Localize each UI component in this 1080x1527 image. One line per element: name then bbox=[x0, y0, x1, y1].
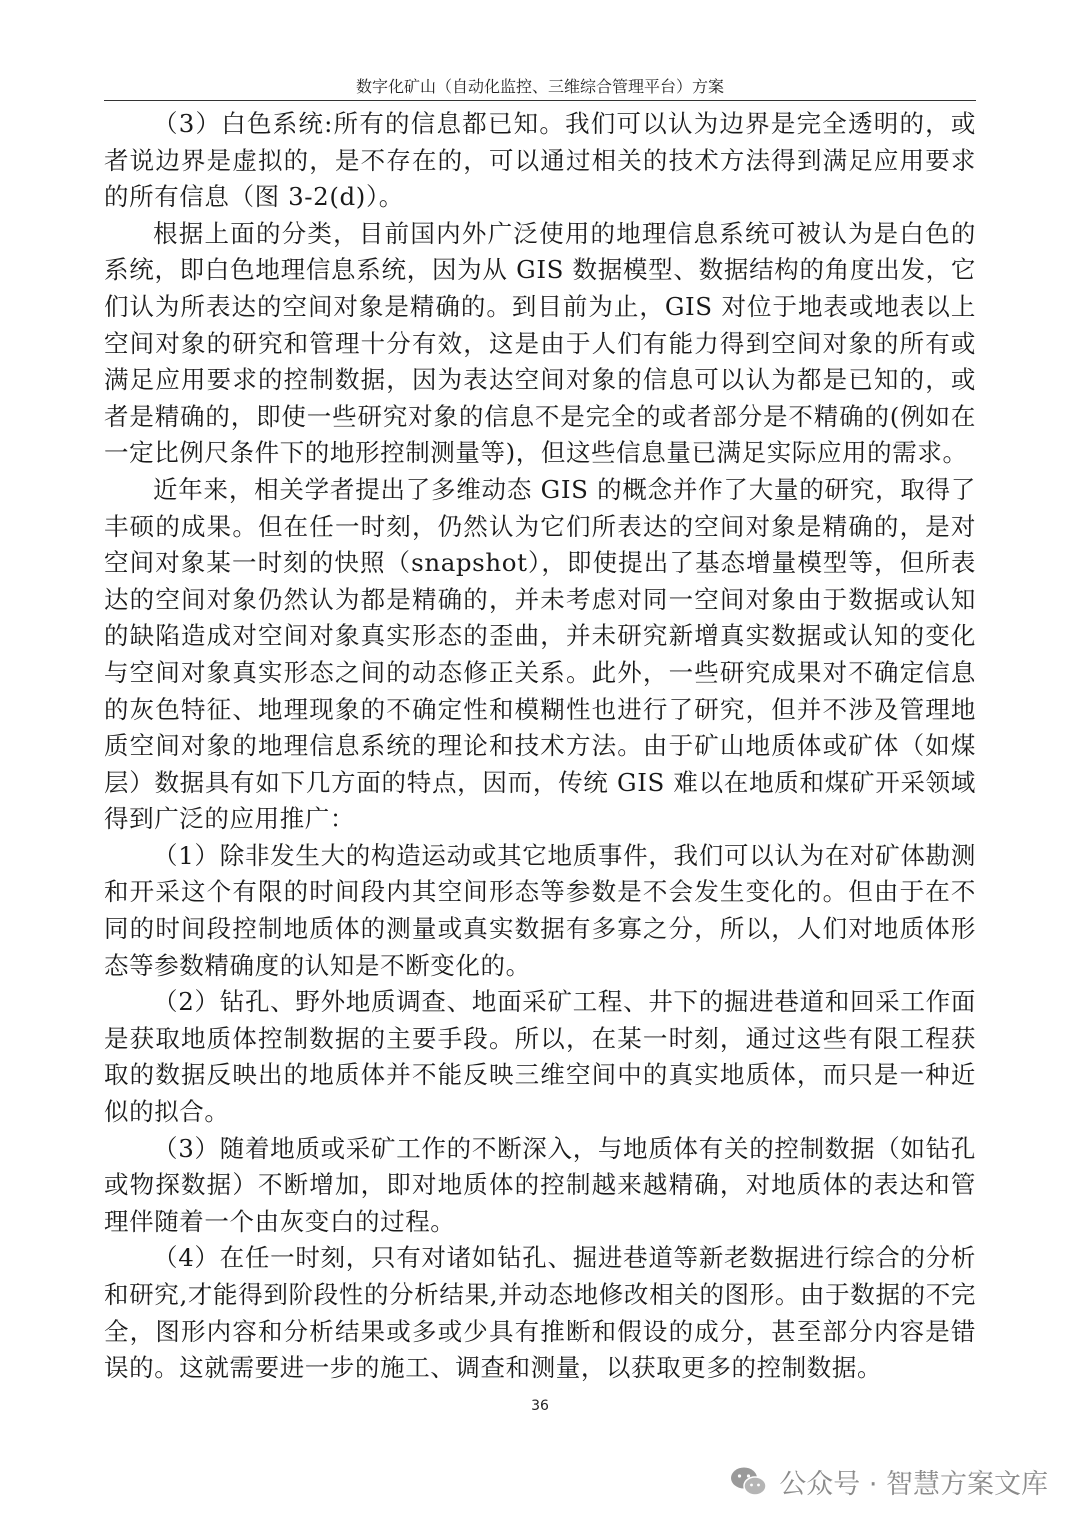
paragraph-point-4: （4）在任一时刻，只有对诸如钻孔、掘进巷道等新老数据进行综合的分析和研究,才能得到阶段性的分析结果,并动态地修改相关的图形。由于数据的不完全，图形内容和分析结果或多或少具有推断和假设的成分，甚至部分内容是错误的。这就需要进一步的施工、调查和测量，以获取更多的控制数据。 bbox=[104, 1243, 976, 1383]
paragraph-point-3: （3）随着地质或采矿工作的不断深入，与地质体有关的控制数据（如钻孔或物探数据）不断增加，即对地质体的控制越来越精确，对地质体的表达和管理伴随着一个由灰变白的过程。 bbox=[104, 1133, 976, 1236]
page-header-title: 数字化矿山（自动化监控、三维综合管理平台）方案 bbox=[355, 77, 724, 96]
document-body bbox=[104, 106, 976, 1387]
watermark-text: 公众号 · 智慧方案文库 bbox=[779, 1469, 1048, 1500]
paragraph-point-1: （1）除非发生大的构造运动或其它地质事件，我们可以认为在对矿体勘测和开采这个有限的时间段内其空间形态等参数是不会发生变化的。但由于在不同的时间段控制地质体的测量或真实数据有多寡之分，所以，人们对地质体形态等参数精确度的认知是不断变化的。 bbox=[104, 840, 976, 980]
paragraph-point-2: （2）钻孔、野外地质调查、地面采矿工程、井下的掘进巷道和回采工作面是获取地质体控制数据的主要手段。所以，在某一时刻，通过这些有限工程获取的数据反映出的地质体并不能反映三维空间中的真实地质体，而只是一种近似的拟合。 bbox=[104, 987, 976, 1127]
watermark bbox=[729, 1462, 1048, 1501]
paragraph-recent-research: 近年来，相关学者提出了多维动态 GIS 的概念并作了大量的研究，取得了丰硕的成果。但在任一时刻，仍然认为它们所表达的空间对象是精确的，是对空间对象某一时刻的快照（snapshot），即使提出了基态增量模型等，但所表达的空间对象仍然认为都是精确的，并未考虑对同一空间对象由于数据或认知的缺陷造成对空间对象真实形态的歪曲，并未研究新增真实数据或认知的变化与空间对象真实形态之间的动态修正关系。此外，一些研究成果对不确定信息的灰色特征、地理现象的不确定性和模糊性也进行了研究，但并不涉及管理地质空间对象的地理信息系统的理论和技术方法。由于矿山地质体或矿体（如煤层）数据具有如下几方面的特点，因而，传统 GIS 难以在地质和煤矿开采领域得到广泛的应用推广： bbox=[104, 474, 976, 834]
paragraph-classification: 根据上面的分类，目前国内外广泛使用的地理信息系统可被认为是白色的系统，即白色地理信息系统，因为从 GIS 数据模型、数据结构的角度出发，它们认为所表达的空间对象是精确的。到目前为止，GIS 对位于地表或地表以上空间对象的研究和管理十分有效，这是由于人们有能力得到空间对象的所有或满足应用要求的控制数据，因为表达空间对象的信息可以认为都是已知的，或者是精确的，即使一些研究对象的信息不是完全的或者部分是不精确的(例如在一定比例尺条件下的地形控制测量等)，但这些信息量已满足实际应用的需求。 bbox=[104, 218, 976, 468]
paragraph-white-system: （3）白色系统:所有的信息都已知。我们可以认为边界是完全透明的，或者说边界是虚拟的，是不存在的，可以通过相关的技术方法得到满足应用要求的所有信息（图 3-2(d)）。 bbox=[104, 109, 976, 212]
wechat-icon bbox=[729, 1465, 769, 1499]
page-number: 36 bbox=[531, 1398, 549, 1414]
header-divider bbox=[104, 100, 976, 101]
